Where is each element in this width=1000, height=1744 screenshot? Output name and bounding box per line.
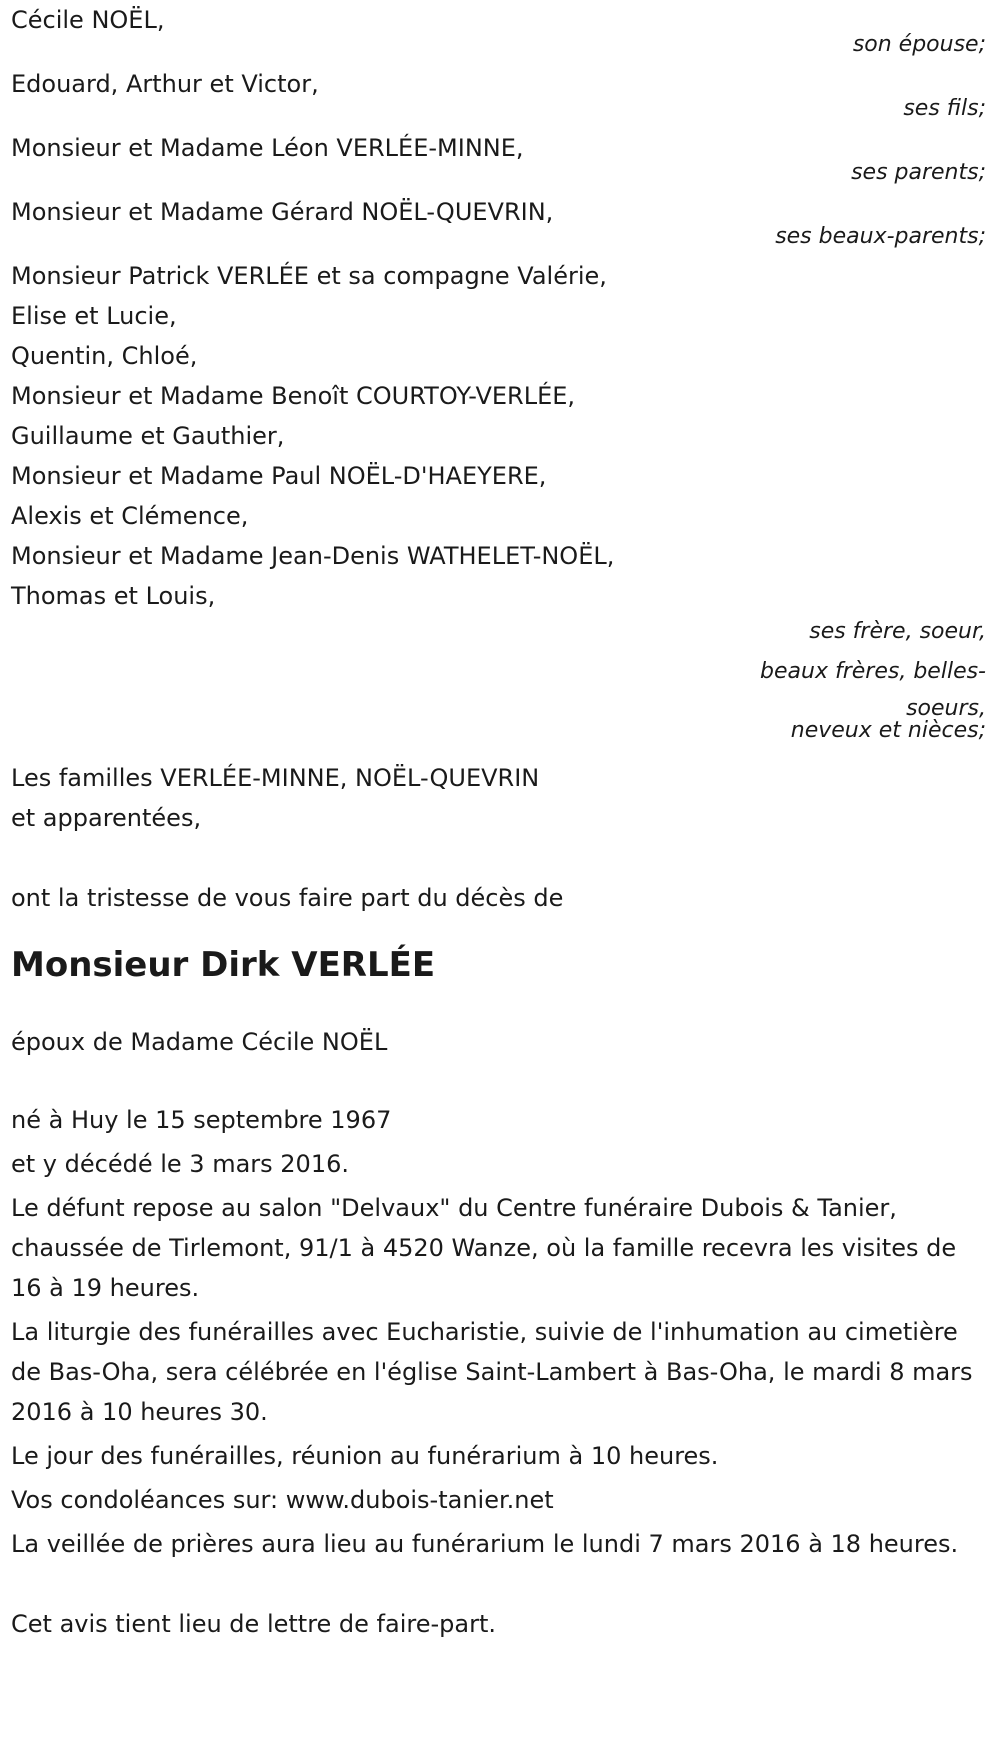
siblings-relation-line: ses frère, soeur, [809,619,986,644]
death-info: et y décédé le 3 mars 2016. [11,1150,349,1178]
paragraph-meeting: Le jour des funérailles, réunion au funérarium à 10 heures. [11,1442,719,1470]
sibling-line: Guillaume et Gauthier, [11,422,285,450]
sibling-line: Elise et Lucie, [11,302,177,330]
sons-relation: ses fils; [903,96,986,121]
families-line: et apparentées, [11,804,202,832]
spouse-name: Cécile NOËL, [11,6,165,34]
closing-note: Cet avis tient lieu de lettre de faire-part. [11,1610,496,1638]
sibling-line: Thomas et Louis, [11,582,216,610]
spouse-of: époux de Madame Cécile NOËL [11,1028,388,1056]
deceased-name: Monsieur Dirk VERLÉE [11,945,436,985]
siblings-list [11,256,986,616]
obituary-notice [11,0,986,1644]
paragraph-vigil: La veillée de prières aura lieu au funérarium le lundi 7 mars 2016 à 18 heures. [11,1530,959,1558]
paragraph-condolences: Vos condoléances sur: www.dubois-tanier.net [11,1486,554,1514]
sons-names: Edouard, Arthur et Victor, [11,70,319,98]
paragraph-liturgy: La liturgie des funérailles avec Eucharistie, suivie de l'inhumation au cimetière de Bas-Oha, sera célébrée en l'église Saint-Lambert à Bas-Oha, le mardi 8 mars 2016 à 10 heures 30. [11,1318,973,1426]
sibling-line: Alexis et Clémence, [11,502,249,530]
siblings-relation [11,612,986,742]
spouse-relation: son épouse; [852,32,986,57]
siblings-relation-line: beaux frères, belles- [760,659,986,684]
in-laws-relation: ses beaux-parents; [775,224,986,249]
sibling-line: Monsieur et Madame Paul NOËL-D'HAEYERE, [11,462,547,490]
announcement: ont la tristesse de vous faire part du décès de [11,884,564,912]
sibling-line: Quentin, Chloé, [11,342,198,370]
families-line: Les familles VERLÉE-MINNE, NOËL-QUEVRIN [11,764,540,792]
sibling-line: Monsieur et Madame Jean-Denis WATHELET-NOËL, [11,542,615,570]
sibling-line: Monsieur et Madame Benoît COURTOY-VERLÉE, [11,382,576,410]
birth-info: né à Huy le 15 septembre 1967 [11,1106,392,1134]
siblings-relation-line: soeurs, [906,696,986,721]
parents-relation: ses parents; [851,160,986,185]
in-laws-name: Monsieur et Madame Gérard NOËL-QUEVRIN, [11,198,554,226]
sibling-line: Monsieur Patrick VERLÉE et sa compagne Valérie, [11,262,607,290]
parents-name: Monsieur et Madame Léon VERLÉE-MINNE, [11,134,524,162]
siblings-relation-line: neveux et nièces; [790,718,986,743]
paragraph-visitation: Le défunt repose au salon "Delvaux" du Centre funéraire Dubois & Tanier, chaussée de Tirlemont, 91/1 à 4520 Wanze, où la famille recevra les visites de 16 à 19 heures. [11,1194,957,1302]
